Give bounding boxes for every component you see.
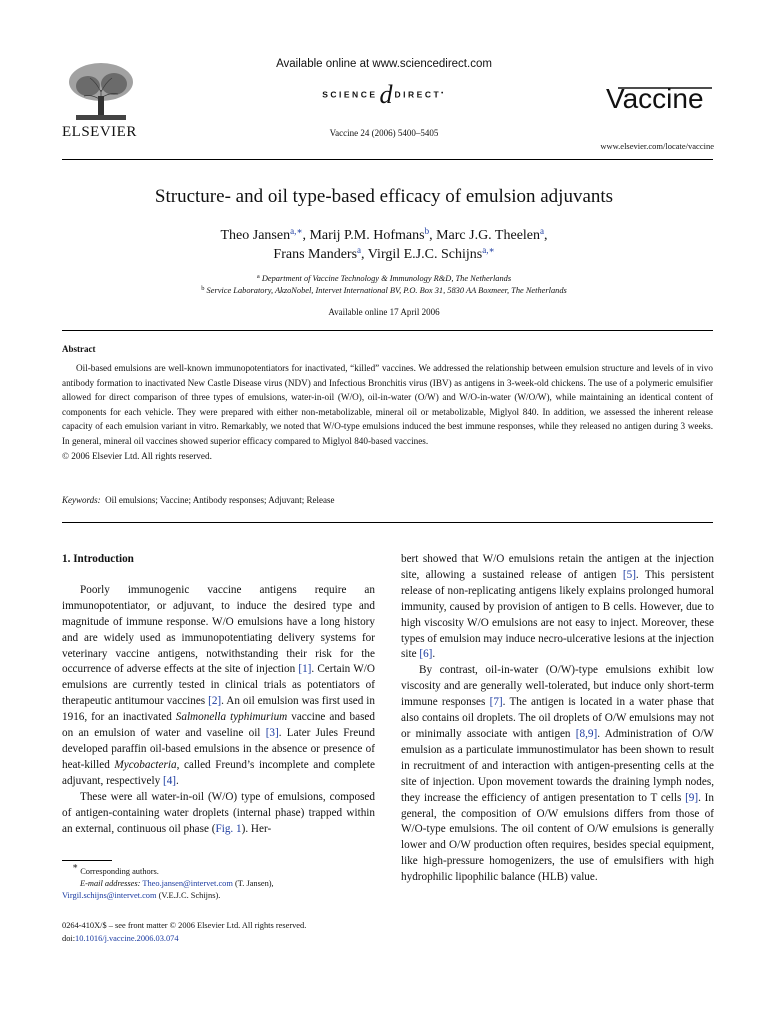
sd-right: DIRECT [394, 89, 442, 100]
email-link[interactable]: Virgil.schijns@intervet.com [62, 891, 157, 900]
header-rule [62, 159, 713, 160]
affil-text: Department of Vaccine Technology & Immunology R&D, The Netherlands [261, 274, 512, 283]
issn-line: 0264-410X/$ – see front matter © 2006 Elsevier Ltd. All rights reserved. [62, 921, 307, 930]
abstract-heading: Abstract [62, 344, 96, 354]
author-affil-mark[interactable]: a,∗ [482, 245, 495, 255]
citation: Vaccine 24 (2006) 5400–5405 [329, 128, 439, 138]
affiliation [0, 285, 768, 297]
keywords-list: Oil emulsions; Vaccine; Antibody responses; Adjuvant; Release [105, 495, 335, 505]
publisher-name: ELSEVIER [62, 124, 137, 140]
author-separator: , [429, 228, 437, 243]
article-title: Structure- and oil type-based efficacy of emulsion adjuvants [154, 186, 614, 207]
author: Marij P.M. Hofmans [309, 228, 425, 243]
vaccine-journal-logo [600, 62, 720, 122]
available-online-link[interactable]: Available online at www.sciencedirect.com [276, 58, 492, 70]
citation-link[interactable]: [2] [208, 695, 222, 708]
sd-left: SCIENCE [322, 89, 378, 100]
citation-link[interactable]: [9] [685, 791, 699, 804]
abstract-text: Oil-based emulsions are well-known immunopotentiators for inactivated, “killed” vaccines. We addressed the relationship between emulsion structure and levels of in vivo antibody formation to inactivated New Castle Disease virus (NDV) and Infectious Bronchitis virus (IBV) as antigens in 3-week-old chickens. The use of a polymeric emulsifier allowed for direct comparison of three types of emulsions, water-in-oil (W/O), oil-in-water (O/W) and W/O-in-water (W/O/W), while maintaining an identical content of components for each vehicle. They were prepared with either non-metabolizable, mineral oil or metabolizable, Miglyol 840. In addition, we assessed the inherent release capacity of each emulsion variant in vitro. Remarkably, we noted that W/O-type emulsions induced the best immune responses, while they released no antigen during 3 weeks. In general, mineral oil vaccines showed superior efficacy compared to Miglyol 840-based vaccines. [62, 363, 713, 446]
footnote-emails-cont: Virgil.schijns@intervet.com (V.E.J.C. Schijns). [62, 891, 221, 900]
section-heading: 1. Introduction [62, 553, 134, 565]
author-affil-mark[interactable]: b [424, 226, 430, 236]
author-affil-mark[interactable]: a [357, 245, 362, 255]
author: Virgil E.J.C. Schijns [367, 247, 483, 262]
footnote-emails: E-mail addresses: Theo.jansen@intervet.com (T. Jansen), [80, 879, 274, 888]
journal-url-link[interactable]: www.elsevier.com/locate/vaccine [600, 141, 714, 151]
author-affil-mark[interactable]: a,∗ [290, 226, 303, 236]
citation-link[interactable]: [4] [162, 774, 177, 787]
email-link[interactable]: Theo.jansen@intervet.com [142, 879, 233, 888]
footnote-rule [62, 860, 112, 861]
available-online-date: Available online 17 April 2006 [328, 307, 440, 317]
affil-mark: a [256, 273, 260, 280]
abstract-top-rule [62, 330, 713, 331]
abstract-body [62, 361, 713, 463]
doi-link[interactable]: 10.1016/j.vaccine.2006.03.074 [75, 933, 179, 943]
body-column-left [62, 552, 375, 837]
footnote-corresponding: ∗ Corresponding authors. [72, 861, 159, 876]
body-column-right [401, 552, 714, 886]
author: Marc J.G. Theelen [436, 228, 541, 243]
figure-link[interactable]: Fig. 1 [215, 822, 242, 835]
author-affil-mark[interactable]: a [540, 226, 545, 236]
paragraph: Poorly immunogenic vaccine antigens require an immunopotentiator, or adjuvant, to induce the desired type and magnitude of immune response. W/O emulsions have a long history and are widely used as immunopotentiating delivery systems for veterinary vaccine antigens, notwithstanding their risk for the occurrence of adverse effects at the site of injection [1]. Certain W/O emulsions are currently tested in clinical trials as potentiators of therapeutic antitumour vaccines [2]. An oil emulsion was first used in 1916, for an inactivated Salmonella typhimurium vaccine and based on an emulsion of water and vaseline oil [3]. Later Jules Freund developed paraffin oil-based emulsions in the absence or presence of heat-killed Mycobacteria, called Freund’s incomplete and complete adjuvant, respectively [4]. [62, 583, 376, 787]
author-list [0, 226, 768, 264]
affil-text: Service Laboratory, AkzoNobel, Intervet International BV, P.O. Box 31, 5830 AA Boxmeer, The Netherlands [206, 285, 567, 295]
abstract-copyright: © 2006 Elsevier Ltd. All rights reserved. [62, 450, 212, 461]
paragraph: By contrast, oil-in-water (O/W)-type emulsions exhibit low viscosity and are generally well-tolerated, but induce only short-term immune responses [7]. The antigen is located in a water phase that also contains oil droplets. The oil droplets of O/W emulsions may not or minimally associate with antigen [8,9]. Administration of O/W emulsion as a particulate immunostimulator has been shown to result in recruitment of and interaction with antigen-presenting cells at the site of injection. Upon movement towards the draining lymph nodes, they increase the efficiency of antigen presentation to T cells [9]. In general, the composition of O/W emulsions differs from those of W/O-type emulsions. The oil content of O/W emulsions is generally lower and O/W production often requires, besides special equipment, like high-pressure homogenizers, the use of emulsifiers with high hydrophilic lipophilic balance (HLB) value. [401, 664, 714, 884]
abstract-bottom-rule [62, 522, 713, 523]
citation-link[interactable]: [7] [489, 696, 503, 709]
sd-mark: d [379, 80, 393, 109]
doi-line: doi:10.1016/j.vaccine.2006.03.074 [62, 933, 179, 943]
citation-link[interactable]: [6] [419, 648, 433, 661]
citation-link[interactable]: [1] [298, 663, 312, 676]
front-matter-footer [62, 920, 306, 945]
author: Frans Manders [273, 247, 358, 262]
author-separator: , [302, 228, 310, 243]
citation-link[interactable]: [3] [265, 727, 279, 740]
affiliations [0, 273, 768, 296]
affiliation [0, 273, 768, 285]
paragraph-continued: bert showed that W/O emulsions retain the antigen at the injection site, allowing a sustained release of antigen [5]. This persistent release of non-replicating antigens likely explains prolonged humoral immunity, caused by provision of antigen to B cells. However, due to high viscosity W/O emulsions are not easy to inject. Moreover, these types of emulsion may induce necro-ulcerative lesions at the injection site [6]. [401, 553, 714, 661]
citation-link[interactable]: [8,9] [575, 727, 598, 740]
keywords-label: Keywords: [62, 495, 101, 505]
author-separator: , [361, 247, 368, 262]
paragraph: These were all water-in-oil (W/O) type of emulsions, composed of antigen-containing water droplets (internal phase) trapped within an external, continuous oil phase (Fig. 1). Her- [62, 790, 375, 835]
citation-link[interactable]: [5] [622, 568, 636, 581]
footnotes [62, 861, 375, 902]
affil-mark: b [201, 284, 205, 292]
keywords [62, 495, 334, 505]
author: Theo Jansen [220, 228, 291, 243]
journal-logo-text: Vaccine [606, 83, 704, 114]
author-separator: , [544, 228, 548, 243]
sd-dot: • [441, 90, 446, 97]
